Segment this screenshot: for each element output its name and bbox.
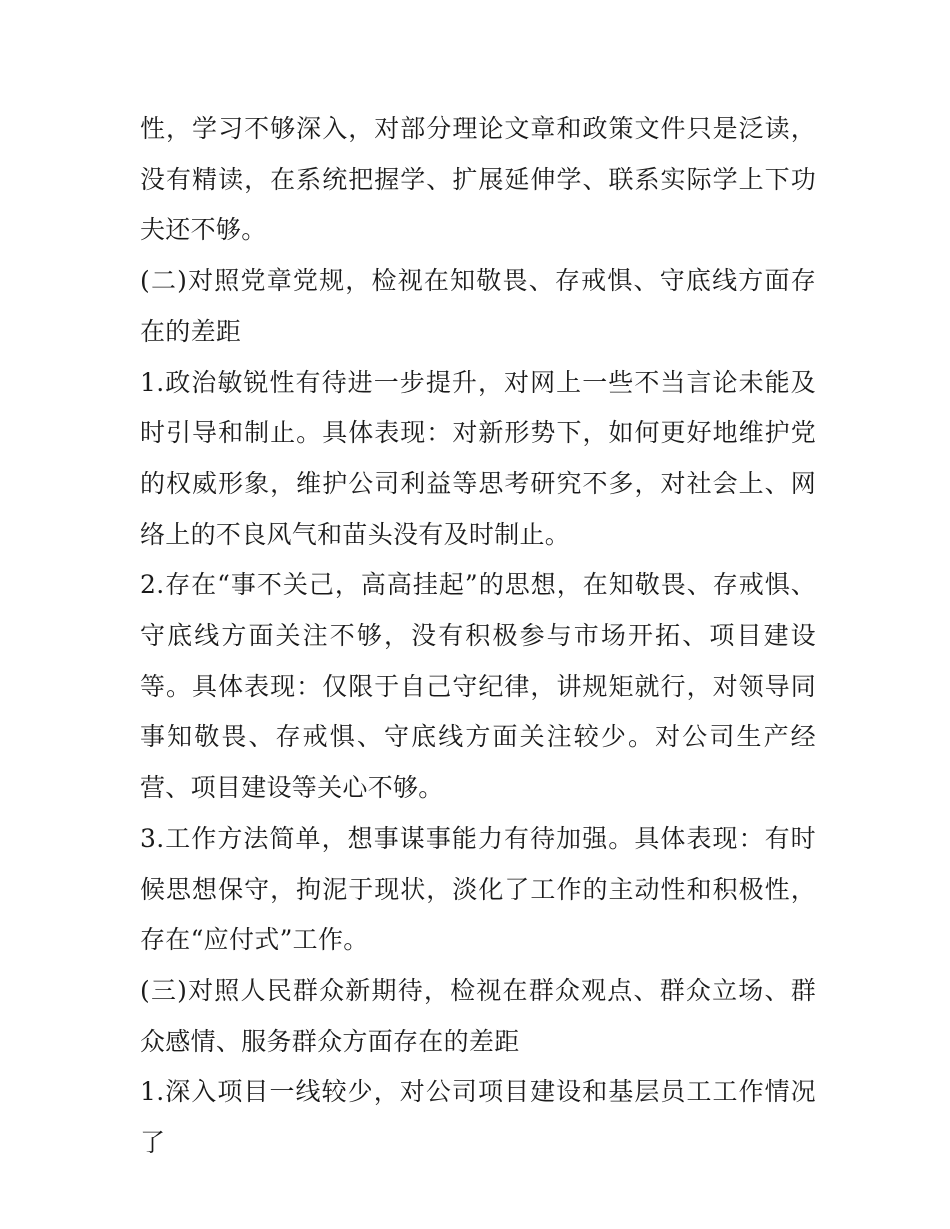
heading-section-three: (三)对照人民群众新期待，检视在群众观点、群众立场、群众感情、服务群众方面存在的差距 bbox=[140, 975, 816, 1056]
paragraph-item-3-work-methods: 3.工作方法简单，想事谋事能力有待加强。具体表现：有时候思想保守，拘泥于现状，淡化了工作的主动性和积极性，存在“应付式”工作。 bbox=[140, 823, 816, 955]
document-body bbox=[140, 104, 816, 1169]
paragraph-item-1-political-sensitivity: 1.政治敏锐性有待进一步提升，对网上一些不当言论未能及时引导和制止。具体表现：对新形势下，如何更好地维护党的权威形象，维护公司利益等思考研究不多，对社会上、网络上的不良风气和苗头没有及时制止。 bbox=[140, 367, 816, 549]
paragraph-study-depth: 性，学习不够深入，对部分理论文章和政策文件只是泛读，没有精读，在系统把握学、扩展延伸学、联系实际学上下功夫还不够。 bbox=[140, 114, 816, 245]
paragraph-item-2-indifference: 2.存在“事不关己，高高挂起”的思想，在知敬畏、存戒惧、守底线方面关注不够，没有积极参与市场开拓、项目建设等。具体表现：仅限于自己守纪律，讲规矩就行，对领导同事知敬畏、存戒惧、守底线方面关注较少。对公司生产经营、项目建设等关心不够。 bbox=[140, 570, 816, 803]
heading-section-two: (二)对照党章党规，检视在知敬畏、存戒惧、守底线方面存在的差距 bbox=[140, 266, 816, 346]
paragraph-item-1-frontline: 1.深入项目一线较少，对公司项目建设和基层员工工作情况了 bbox=[140, 1077, 816, 1158]
